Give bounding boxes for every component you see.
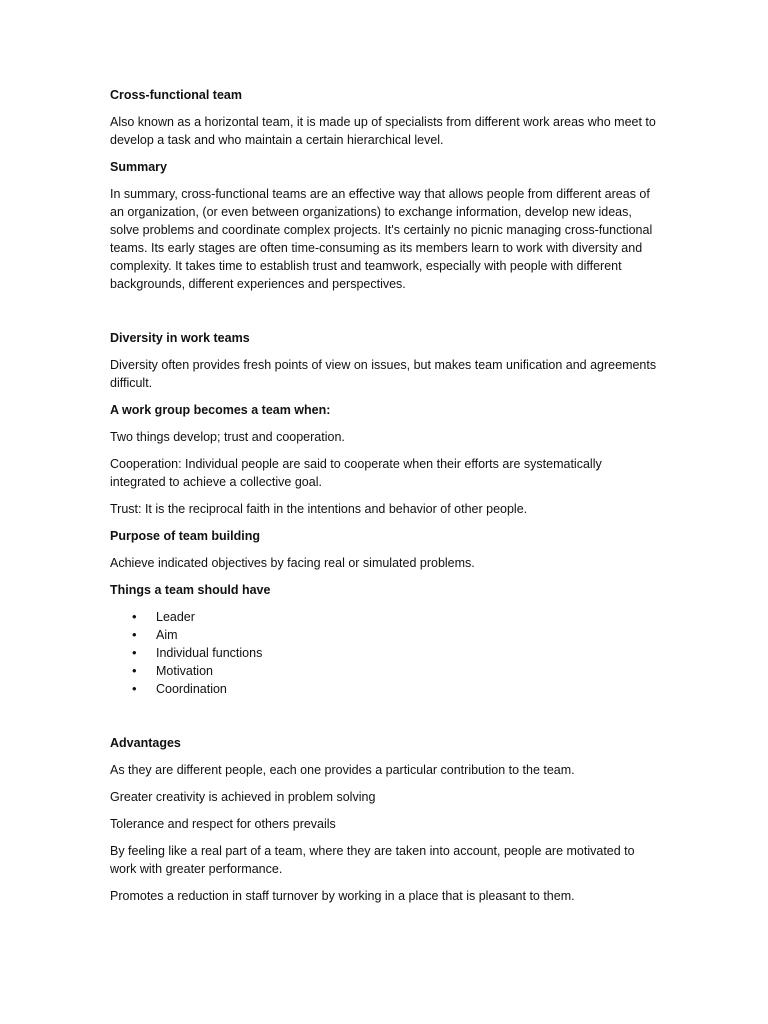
- list-item: [110, 680, 658, 698]
- paragraph-summary: In summary, cross-functional teams are an effective way that allows people from different areas of an organization, (or even between organizations) to exchange information, develop new ideas, solve problems and coordinate complex projects. It's certainly no picnic managing cross-functional teams. Its early stages are often time-consuming as its members learn to work with diversity and complexity. It takes time to establish trust and teamwork, especially with people with different backgrounds, different experiences and perspectives.: [110, 187, 653, 291]
- paragraph-advantage-creativity: Greater creativity is achieved in problem solving: [110, 790, 376, 804]
- paragraph-advantage-tolerance: Tolerance and respect for others prevails: [110, 817, 336, 831]
- bullet-icon: •: [132, 663, 137, 678]
- heading-purpose-team-building: Purpose of team building: [110, 529, 261, 543]
- paragraph-cross-functional-definition: Also known as a horizontal team, it is made up of specialists from different work areas who meet to develop a task and who maintain a certain hierarchical level.: [110, 115, 656, 147]
- spacer: [110, 707, 658, 734]
- list-item-text: Leader: [156, 610, 195, 624]
- paragraph-trust-and-cooperation: Two things develop; trust and cooperation.: [110, 430, 345, 444]
- heading-diversity: Diversity in work teams: [110, 331, 250, 345]
- bullet-icon: •: [132, 609, 137, 624]
- paragraph-cooperation: Cooperation: Individual people are said to cooperate when their efforts are systematically integrated to achieve a collective goal.: [110, 457, 602, 489]
- paragraph-purpose: Achieve indicated objectives by facing real or simulated problems.: [110, 556, 475, 570]
- heading-summary: Summary: [110, 160, 167, 174]
- list-item: [110, 644, 658, 662]
- list-item: [110, 626, 658, 644]
- list-item-text: Coordination: [156, 682, 227, 696]
- list-item-text: Motivation: [156, 664, 213, 678]
- heading-things-team-should-have: Things a team should have: [110, 583, 271, 597]
- heading-work-group-becomes-team: A work group becomes a team when:: [110, 403, 331, 417]
- list-item-text: Individual functions: [156, 646, 263, 660]
- paragraph-advantage-turnover: Promotes a reduction in staff turnover by working in a place that is pleasant to them.: [110, 889, 575, 903]
- bullet-icon: •: [132, 645, 137, 660]
- paragraph-advantage-motivation: By feeling like a real part of a team, where they are taken into account, people are motivated to work with greater performance.: [110, 844, 635, 876]
- bullet-list: [110, 608, 658, 698]
- list-item-text: Aim: [156, 628, 178, 642]
- paragraph-advantage-contribution: As they are different people, each one provides a particular contribution to the team.: [110, 763, 575, 777]
- document-body: [110, 86, 658, 914]
- list-item: [110, 662, 658, 680]
- list-item: [110, 608, 658, 626]
- bullet-icon: •: [132, 681, 137, 696]
- paragraph-trust: Trust: It is the reciprocal faith in the intentions and behavior of other people.: [110, 502, 528, 516]
- paragraph-diversity: Diversity often provides fresh points of view on issues, but makes team unification and agreements difficult.: [110, 358, 657, 390]
- heading-advantages: Advantages: [110, 736, 181, 750]
- spacer: [110, 302, 658, 329]
- bullet-icon: •: [132, 627, 137, 642]
- heading-cross-functional-team: Cross-functional team: [110, 88, 242, 102]
